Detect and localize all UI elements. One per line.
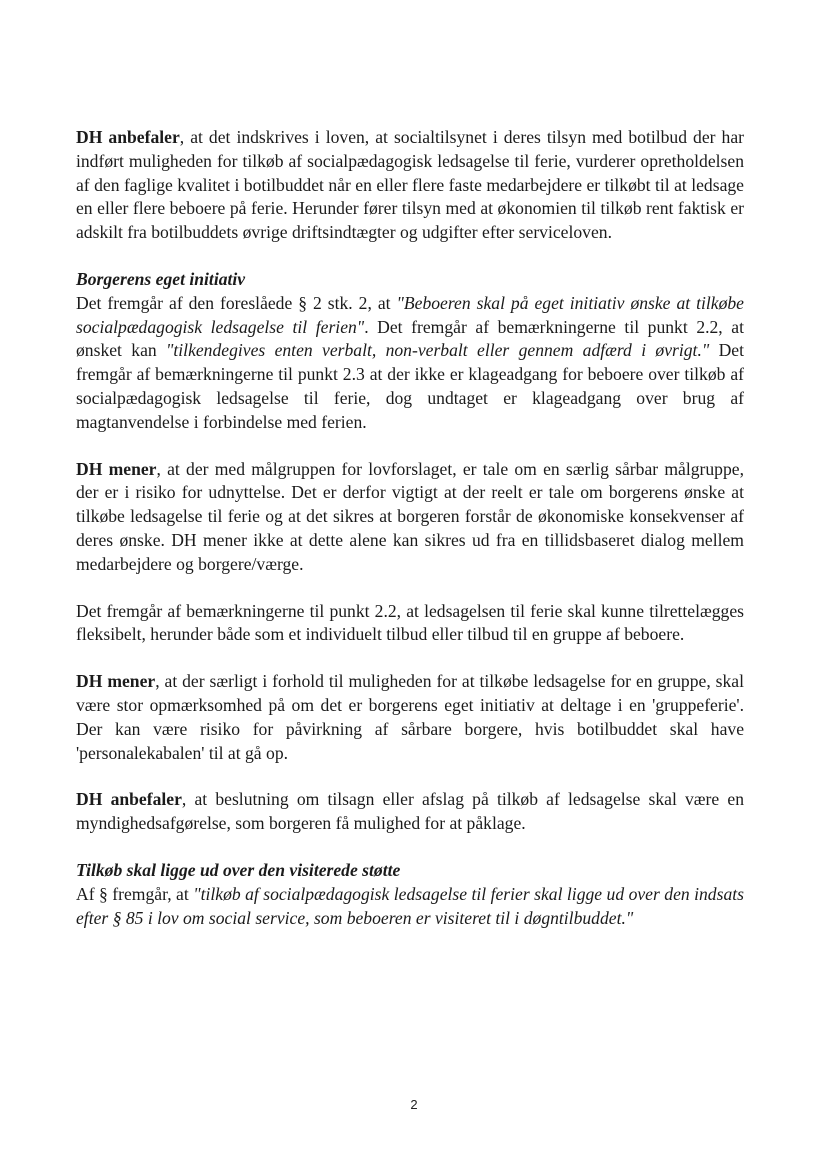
paragraph-text: . Det fremgår af bemærkningerne til punkt 2.2, at ønsket kan bbox=[76, 316, 744, 361]
paragraph-dh-mener-maalgruppe bbox=[76, 458, 744, 577]
paragraph-text: Det fremgår af bemærkningerne til punkt 2.3 at der ikke er klageadgang for beboere over tilkøb af socialpædagogisk ledsagelse til ferie, dog undtaget er klageadgang over brug af magtanvendelse i forbindelse med ferien. bbox=[76, 340, 744, 432]
paragraph-fleksibel-ledsagelse bbox=[76, 600, 744, 648]
lead-bold: DH anbefaler bbox=[76, 789, 182, 810]
section-borgerens-eget-initiativ bbox=[76, 268, 744, 435]
quote-text: "Beboeren skal på eget initiativ ønske at tilkøbe socialpædagogisk ledsagelse til ferien" bbox=[76, 292, 744, 337]
quote-text: "tilkendegives enten verbalt, non-verbalt eller gennem adfærd i øvrigt." bbox=[166, 340, 710, 361]
paragraph-dh-anbefaler-myndighedsafgoerelse bbox=[76, 788, 744, 836]
lead-bold: DH anbefaler bbox=[76, 127, 180, 147]
document-body bbox=[76, 126, 744, 953]
page-number: 2 bbox=[410, 1097, 418, 1112]
paragraph-text: , at beslutning om tilsagn eller afslag på tilkøb af ledsagelse skal være en myndighedsafgørelse, som borgeren få mulighed for at påklage. bbox=[76, 789, 744, 834]
section-tilkoeb-visiteret-stoette bbox=[76, 859, 744, 930]
paragraph-text: , at der særligt i forhold til muligheden for at tilkøbe ledsagelse for en gruppe, skal være stor opmærksomhed på om det er borgerens eget initiativ at deltage i en 'gruppeferie'. Der kan være risiko for påvirkning af sårbare borgere, hvis botilbuddet skal have 'personalekabalen' til at gå op. bbox=[76, 671, 744, 763]
paragraph-text: , at der med målgruppen for lovforslaget, er tale om en særlig sårbar målgruppe, der er i risiko for udnyttelse. Det er derfor vigtigt at der reelt er tale om borgerens ønske at tilkøbe ledsagelse til ferie og at det sikres at borgeren forstår de økonomiske konsekvenser af deres ønske. DH mener ikke at dette alene kan sikres ud fra en tillidsbaseret dialog mellem medarbejdere og borgere/værge. bbox=[76, 458, 744, 574]
paragraph-text: Det fremgår af bemærkningerne til punkt 2.2, at ledsagelsen til ferie skal kunne tilrettelægges fleksibelt, herunder både som et individuelt tilbud eller tilbud til en gruppe af beboere. bbox=[76, 600, 744, 645]
section-heading: Tilkøb skal ligge ud over den visiterede støtte bbox=[76, 859, 401, 880]
paragraph-text: , at det indskrives i loven, at socialtilsynet i deres tilsyn med botilbud der har indført muligheden for tilkøb af socialpædagogisk ledsagelse til ferie, vurderer opretholdelsen af den faglige kvalitet i botilbuddet når en eller flere faste medarbejdere er tilkøbt til at ledsage en eller flere beboere på ferie. Herunder fører tilsyn med at økonomien til tilkøb rent faktisk er adskilt fra botilbuddets øvrige driftsindtægter og udgifter efter serviceloven. bbox=[76, 127, 744, 243]
paragraph-text: Det fremgår af den foreslåede § 2 stk. 2, at bbox=[76, 292, 397, 313]
section-heading: Borgerens eget initiativ bbox=[76, 268, 246, 289]
paragraph-dh-anbefaler-tilsyn bbox=[76, 126, 744, 245]
paragraph-text: Af § fremgår, at bbox=[76, 883, 194, 904]
lead-bold: DH mener bbox=[76, 671, 156, 692]
lead-bold: DH mener bbox=[76, 458, 157, 479]
quote-text: "tilkøb af socialpædagogisk ledsagelse til ferier skal ligge ud over den indsats efter § 85 i lov om social service, som beboeren er visiteret til i døgntilbuddet." bbox=[76, 883, 744, 928]
paragraph-dh-mener-gruppeferie bbox=[76, 670, 744, 765]
